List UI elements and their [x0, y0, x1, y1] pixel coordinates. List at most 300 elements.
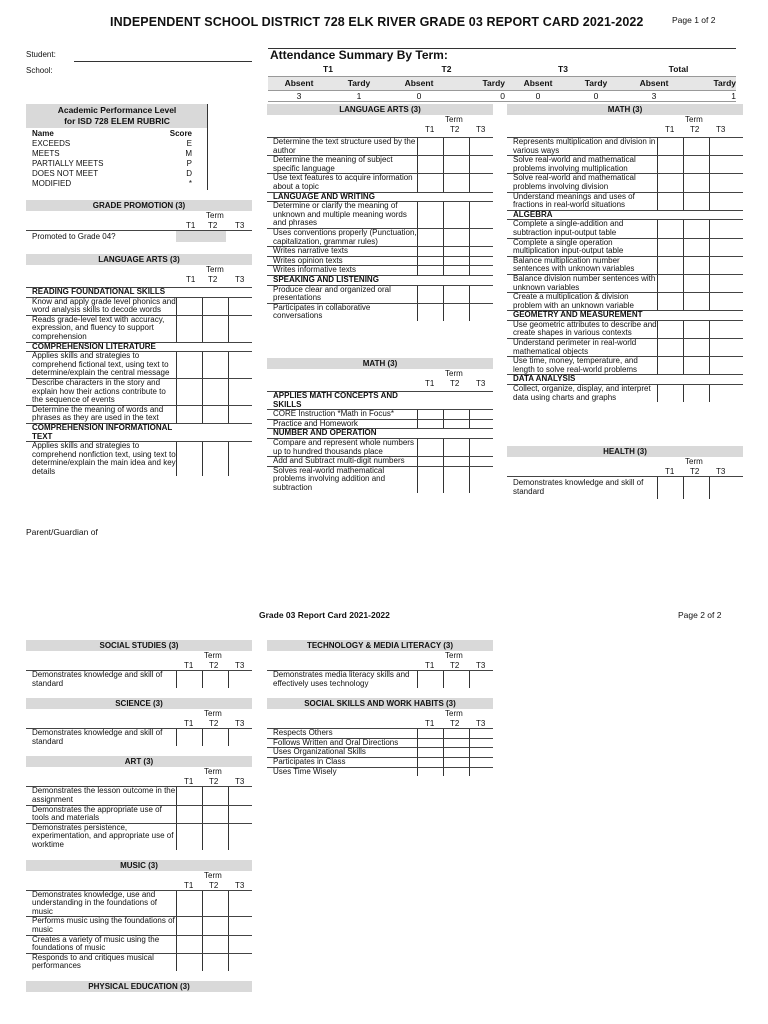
attendance-title: Attendance Summary By Term:: [270, 48, 448, 62]
page2-number: Page 2 of 2: [678, 610, 722, 620]
rubric-row: [32, 149, 192, 159]
grade-cell-divider: [657, 220, 658, 237]
grade-cell-divider: [417, 410, 418, 419]
t1-label: T1: [184, 880, 194, 890]
grade-cell-divider: [469, 739, 470, 748]
grade-cell-divider: [176, 787, 177, 804]
math-right-panel: [507, 104, 743, 134]
report-row: [26, 916, 252, 934]
grade-cell-divider: [657, 257, 658, 274]
standard-text: Add and Subtract multi-digit numbers: [273, 456, 405, 466]
standard-text: Applies skills and strategies to comprehend fictional text, using text to determine/explain the central message: [32, 351, 170, 378]
grade-cell-divider: [228, 316, 229, 342]
grade-cell-divider: [469, 229, 470, 246]
standard-text: Writes opinion texts: [273, 255, 343, 265]
standard-text: Demonstrates media literacy skills and effectively uses technology: [273, 670, 410, 688]
section-heading: COMPREHENSION INFORMATIONAL TEXT: [32, 422, 173, 441]
grade-cell-divider: [443, 739, 444, 748]
grade-cell-divider: [657, 174, 658, 191]
rubric-col-name: Name: [32, 129, 54, 138]
report-row: [507, 338, 743, 356]
t2-label: T2: [690, 467, 700, 476]
term-label: Term: [206, 211, 224, 220]
grade-cell-divider: [417, 304, 418, 321]
grade-cell-divider: [443, 457, 444, 466]
grade-cell-divider: [683, 193, 684, 210]
att-value: 1: [731, 91, 736, 101]
t1-label: T1: [425, 661, 435, 670]
parent-guardian: Parent/Guardian of: [26, 527, 98, 537]
grade-cell-divider: [443, 729, 444, 738]
section-heading: ALGEBRA: [513, 209, 553, 219]
att-value: 3: [651, 91, 657, 101]
att-value: 0: [535, 91, 541, 101]
report-row: [267, 256, 493, 266]
report-row: [267, 747, 493, 757]
grade-cell-divider: [202, 352, 203, 378]
report-row: [507, 356, 743, 374]
standard-text: Know and apply grade level phonics and word analysis skills to decode words: [32, 296, 176, 315]
grade-cell-divider: [443, 748, 444, 757]
la-left-title: LANGUAGE ARTS (3): [26, 254, 252, 265]
grade-cell-divider: [709, 239, 710, 256]
t2-label: T2: [209, 719, 219, 729]
t1-label: T1: [184, 661, 194, 670]
grade-cell-divider: [709, 385, 710, 402]
grade-cell-divider: [469, 257, 470, 266]
report-row: [267, 419, 493, 429]
standard-text: Represents multiplication and division in various ways: [513, 137, 656, 155]
grade-cell-divider: [228, 917, 229, 934]
att-value: 1: [356, 91, 362, 101]
term-label: Term: [204, 709, 222, 719]
standard-text: Uses conventions properly (Punctuation, capitalization, grammar rules): [273, 227, 417, 246]
report-row: [507, 219, 743, 237]
report-row: [507, 137, 743, 155]
standard-text: Demonstrates the lesson outcome in the assignment: [32, 786, 176, 804]
report-row: [26, 953, 252, 971]
rubric-level-score: M: [185, 149, 192, 158]
grade-cell-divider: [417, 202, 418, 228]
term-header: [26, 709, 252, 728]
page-number: Page 1 of 2: [672, 15, 716, 25]
grade-cell-divider: [202, 806, 203, 823]
report-row: [267, 670, 493, 688]
promotion-cell: [176, 231, 226, 242]
att-sub: Absent: [284, 78, 314, 88]
grade-cell-divider: [469, 729, 470, 738]
grade-cell-divider: [202, 671, 203, 688]
grade-cell-divider: [683, 357, 684, 374]
grade-cell-divider: [176, 352, 177, 378]
standard-text: Writes informative texts: [273, 265, 356, 275]
grade-cell-divider: [469, 304, 470, 321]
social-skills-section: [267, 698, 493, 776]
la-left-rows: [26, 287, 252, 476]
grade-cell-divider: [417, 671, 418, 688]
report-row: [267, 246, 493, 256]
section-heading: LANGUAGE AND WRITING: [273, 191, 375, 201]
standard-text: Understand perimeter in real-world mathematical objects: [513, 338, 637, 356]
grade-cell-divider: [417, 138, 418, 155]
report-row: [267, 757, 493, 767]
report-row: [507, 210, 743, 220]
music-section: [26, 860, 252, 971]
math-right-rows: [507, 137, 743, 402]
report-row: [26, 351, 252, 378]
grade-cell-divider: [469, 286, 470, 303]
rubric-level-name: MODIFIED: [32, 179, 72, 188]
grade-cell-divider: [469, 156, 470, 173]
report-row: [26, 728, 252, 746]
att-sub: Absent: [639, 78, 669, 88]
report-row: [267, 738, 493, 748]
report-row: [26, 935, 252, 953]
report-row: [267, 155, 493, 173]
grade-cell-divider: [417, 758, 418, 767]
report-row: [267, 228, 493, 246]
t2-label: T2: [209, 661, 219, 670]
t3-label: T3: [235, 719, 245, 729]
t2-label: T2: [690, 125, 700, 134]
social-studies-title: SOCIAL STUDIES (3): [26, 640, 252, 651]
standard-text: Balance multiplication number sentences with unknown variables: [513, 255, 635, 274]
grade-cell-divider: [657, 321, 658, 338]
grade-cell-divider: [709, 156, 710, 173]
grade-cell-divider: [469, 467, 470, 493]
t2-label: T2: [208, 221, 218, 230]
social-skills-title: SOCIAL SKILLS AND WORK HABITS (3): [267, 698, 493, 709]
science-section: [26, 698, 252, 746]
standard-text: Applies skills and strategies to comprehend nonfiction text, using text to determine/explain the main idea and key details: [32, 441, 176, 476]
math-mid-panel: [267, 358, 493, 388]
t3-label: T3: [476, 125, 486, 134]
report-row: [267, 438, 493, 456]
art-section: [26, 756, 252, 849]
grade-cell-divider: [176, 936, 177, 953]
term-header: [26, 767, 252, 786]
att-sub: Tardy: [482, 78, 505, 88]
grade-cell-divider: [709, 321, 710, 338]
t3-label: T3: [235, 661, 245, 670]
standard-text: Determine the text structure used by the author: [273, 137, 416, 155]
grade-cell-divider: [683, 385, 684, 402]
t2-label: T2: [450, 379, 460, 388]
grade-cell-divider: [443, 266, 444, 275]
rubric-row: [32, 169, 192, 179]
rubric-level-name: PARTIALLY MEETS: [32, 159, 104, 168]
report-row: [507, 274, 743, 292]
section-heading: COMPREHENSION LITERATURE: [32, 341, 156, 351]
report-row: [507, 384, 743, 402]
standard-text: Follows Written and Oral Directions: [273, 737, 399, 747]
grade-cell-divider: [443, 156, 444, 173]
grade-cell-divider: [202, 298, 203, 315]
report-row: [267, 456, 493, 466]
t3-label: T3: [476, 661, 486, 670]
grade-cell-divider: [417, 229, 418, 246]
grade-cell-divider: [443, 229, 444, 246]
grade-cell-divider: [683, 138, 684, 155]
report-row: [26, 287, 252, 297]
rubric-level-score: D: [186, 169, 192, 178]
grade-cell-divider: [443, 420, 444, 429]
t2-label: T2: [450, 661, 460, 670]
grade-cell-divider: [228, 442, 229, 476]
grade-cell-divider: [417, 257, 418, 266]
rubric-panel: [26, 104, 208, 189]
social-studies-section: [26, 640, 252, 688]
report-row: [507, 292, 743, 310]
grade-cell-divider: [443, 286, 444, 303]
report-row: [267, 201, 493, 228]
grade-cell-divider: [228, 352, 229, 378]
term-header: [267, 709, 493, 728]
tech-title: TECHNOLOGY & MEDIA LITERACY (3): [267, 640, 493, 651]
grade-cell-divider: [683, 339, 684, 356]
grade-cell-divider: [469, 457, 470, 466]
standard-text: Uses Organizational Skills: [273, 747, 366, 757]
grade-cell-divider: [443, 768, 444, 777]
health-title: HEALTH (3): [507, 446, 743, 457]
rubric-level-score: E: [186, 139, 192, 148]
grade-cell-divider: [657, 293, 658, 310]
rubric-row: [32, 179, 192, 189]
t1-label: T1: [184, 777, 194, 787]
section-heading: GEOMETRY AND MEASUREMENT: [513, 310, 643, 320]
grade-cell-divider: [417, 286, 418, 303]
term-label: Term: [206, 265, 224, 274]
grade-cell-divider: [228, 936, 229, 953]
grade-cell-divider: [417, 457, 418, 466]
grade-cell-divider: [417, 247, 418, 256]
grade-cell-divider: [709, 138, 710, 155]
rubric-rule: [207, 104, 208, 190]
rubric-col-score: Score: [169, 129, 192, 138]
grade-cell-divider: [469, 247, 470, 256]
att-sub: Tardy: [347, 78, 371, 88]
grade-cell-divider: [657, 239, 658, 256]
t1-label: T1: [665, 467, 675, 476]
grade-cell-divider: [176, 824, 177, 850]
grade-cell-divider: [683, 275, 684, 292]
grade-cell-divider: [709, 293, 710, 310]
section-heading: SPEAKING AND LISTENING: [273, 274, 379, 284]
t3-label: T3: [235, 880, 245, 890]
grade-cell-divider: [228, 671, 229, 688]
grade-cell-divider: [443, 247, 444, 256]
grade-cell-divider: [228, 891, 229, 917]
rubric-subtitle: for ISD 728 ELEM RUBRIC: [64, 116, 170, 126]
grade-cell-divider: [417, 420, 418, 429]
grade-cell-divider: [176, 316, 177, 342]
att-sub: Tardy: [584, 78, 608, 88]
grade-cell-divider: [469, 174, 470, 191]
t3-label: T3: [235, 777, 245, 787]
standard-text: CORE Instruction *Math in Focus*: [273, 409, 394, 419]
term-t1-header: T1: [323, 64, 333, 74]
section-heading: DATA ANALYSIS: [513, 374, 576, 384]
grade-cell-divider: [176, 917, 177, 934]
grade-cell-divider: [683, 257, 684, 274]
term-t2-header: T2: [441, 64, 452, 74]
term-label: Term: [445, 709, 463, 719]
la-mid-title: LANGUAGE ARTS (3): [267, 104, 493, 115]
att-sub: Absent: [404, 78, 434, 88]
grade-cell-divider: [228, 406, 229, 423]
health-panel: [507, 446, 743, 499]
report-row: [26, 670, 252, 688]
grade-cell-divider: [683, 220, 684, 237]
grade-cell-divider: [202, 917, 203, 934]
standard-text: Collect, organize, display, and interpret data using charts and graphs: [513, 384, 651, 402]
grade-cell-divider: [202, 442, 203, 476]
grade-cell-divider: [469, 748, 470, 757]
t3-label: T3: [476, 379, 486, 388]
grade-cell-divider: [709, 193, 710, 210]
standard-text: Writes narrative texts: [273, 246, 348, 256]
report-row: [267, 285, 493, 303]
grade-cell-divider: [709, 275, 710, 292]
grade-cell-divider: [657, 339, 658, 356]
grade-cell-divider: [657, 275, 658, 292]
standard-text: Solve real-world and mathematical problems involving multiplication: [513, 155, 636, 173]
term-label: Term: [204, 870, 222, 880]
report-row: [26, 890, 252, 917]
report-row: [26, 378, 252, 405]
t2-label: T2: [209, 777, 219, 787]
promotion-question: Promoted to Grade 04?: [32, 232, 116, 241]
report-row: [26, 786, 252, 804]
attendance-table: [268, 64, 736, 102]
standard-text: Respects Others: [273, 728, 333, 738]
term-label: Term: [204, 767, 222, 777]
rubric-level-score: P: [186, 159, 192, 168]
grade-cell-divider: [176, 379, 177, 405]
grade-cell-divider: [176, 806, 177, 823]
att-value: 0: [593, 91, 599, 101]
grade-cell-divider: [469, 138, 470, 155]
grade-cell-divider: [443, 174, 444, 191]
report-row: [267, 391, 493, 409]
grade-cell-divider: [202, 316, 203, 342]
grade-cell-divider: [709, 174, 710, 191]
att-sub: Tardy: [713, 78, 736, 88]
grade-cell-divider: [228, 954, 229, 971]
grade-cell-divider: [443, 758, 444, 767]
rubric-row: [32, 139, 192, 149]
grade-cell-divider: [202, 406, 203, 423]
rubric-level-score: *: [188, 179, 192, 188]
grade-cell-divider: [228, 379, 229, 405]
standard-text: Complete a single-addition and subtraction input-output table: [513, 219, 624, 237]
grade-cell-divider: [683, 174, 684, 191]
grade-cell-divider: [228, 824, 229, 850]
grade-cell-divider: [709, 220, 710, 237]
grade-cell-divider: [202, 379, 203, 405]
standard-text: Demonstrates knowledge and skill of standard: [32, 670, 163, 688]
grade-cell-divider: [202, 787, 203, 804]
pe-title: PHYSICAL EDUCATION (3): [26, 981, 252, 992]
t1-label: T1: [186, 275, 196, 284]
term-header: [26, 651, 252, 670]
music-title: MUSIC (3): [26, 860, 252, 871]
math-mid-title: MATH (3): [267, 358, 493, 369]
standard-text: Participates in Class: [273, 756, 346, 766]
standard-text: Compare and represent whole numbers up to hundred thousands place: [273, 437, 414, 456]
science-title: SCIENCE (3): [26, 698, 252, 709]
grade-cell-divider: [443, 202, 444, 228]
report-row: [26, 315, 252, 342]
section-heading: READING FOUNDATIONAL SKILLS: [32, 287, 166, 296]
report-row: [267, 409, 493, 419]
grade-cell-divider: [709, 357, 710, 374]
t2-label: T2: [208, 275, 218, 284]
grade-cell-divider: [176, 671, 177, 688]
standard-text: Use text features to acquire information about a topic: [273, 173, 413, 191]
grade-cell-divider: [709, 257, 710, 274]
grade-cell-divider: [443, 467, 444, 493]
term-label: Term: [445, 115, 463, 124]
grade-cell-divider: [417, 439, 418, 456]
page2-right-column: [267, 640, 493, 786]
grade-cell-divider: [469, 439, 470, 456]
standard-text: Practice and Homework: [273, 418, 358, 428]
grade-cell-divider: [657, 156, 658, 173]
rubric-level-name: EXCEEDS: [32, 139, 71, 148]
report-row: [507, 192, 743, 210]
report-row: [507, 238, 743, 256]
page2-title: Grade 03 Report Card 2021-2022: [259, 610, 390, 620]
grade-cell-divider: [683, 293, 684, 310]
t3-label: T3: [235, 221, 245, 230]
grade-cell-divider: [469, 202, 470, 228]
grade-cell-divider: [202, 954, 203, 971]
t1-label: T1: [184, 719, 194, 729]
att-sub: Absent: [523, 78, 553, 88]
standard-text: Determine the meaning of words and phrases as they are used in the text: [32, 404, 164, 423]
report-row: [26, 823, 252, 850]
report-row: [267, 767, 493, 777]
grade-cell-divider: [443, 410, 444, 419]
grade-cell-divider: [417, 748, 418, 757]
report-row: [267, 192, 493, 202]
standard-text: Determine the meaning of subject specific language: [273, 155, 393, 173]
grade-cell-divider: [657, 193, 658, 210]
term-header: [267, 651, 493, 670]
standard-text: Solve real-world and mathematical problems involving division: [513, 173, 636, 191]
report-row: [507, 256, 743, 274]
t2-label: T2: [209, 880, 219, 890]
t1-label: T1: [186, 221, 196, 230]
report-row: [267, 275, 493, 285]
grade-cell-divider: [709, 339, 710, 356]
math-mid-rows: [267, 391, 493, 493]
art-title: ART (3): [26, 756, 252, 767]
grade-cell-divider: [417, 174, 418, 191]
standard-text: Complete a single operation multiplication input-output table: [513, 237, 624, 256]
standard-text: Demonstrates knowledge, use and understanding in the foundations of music: [32, 889, 157, 916]
grade-cell-divider: [443, 439, 444, 456]
standard-text: Balance division number sentences with unknown variables: [513, 273, 656, 292]
report-row: [267, 728, 493, 738]
standard-text: Solves real-world mathematical problems involving addition and subtraction: [273, 465, 386, 492]
grade-cell-divider: [176, 442, 177, 476]
report-row: [507, 320, 743, 338]
grade-cell-divider: [443, 257, 444, 266]
tech-section: [267, 640, 493, 688]
term-label: Term: [445, 651, 463, 660]
